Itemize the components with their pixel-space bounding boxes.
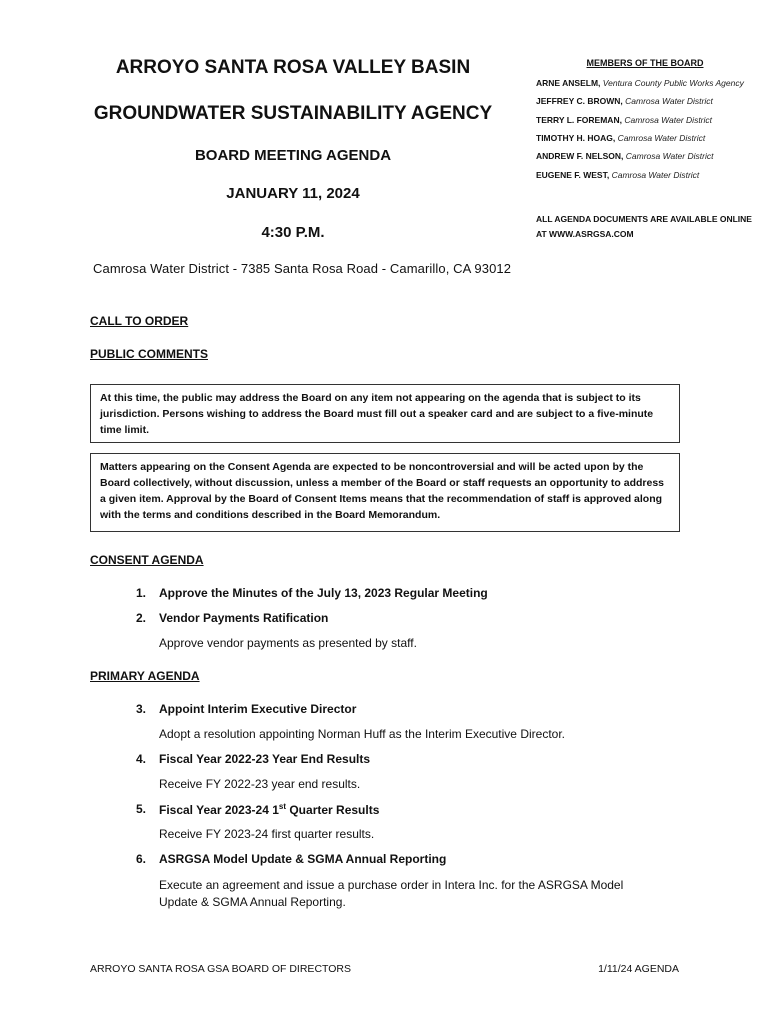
board-member: ANDREW F. NELSON, Camrosa Water District (536, 151, 714, 161)
agency-title-line2: GROUNDWATER SUSTAINABILITY AGENCY (93, 103, 493, 124)
agenda-item-title: Fiscal Year 2022-23 Year End Results (159, 752, 371, 766)
agenda-item-description: Receive FY 2022-23 year end results. (159, 777, 361, 791)
agenda-item-description: Execute an agreement and issue a purchase order in Intera Inc. for the ASRGSA Model Update & SGMA Annual Reporting. (159, 878, 624, 909)
primary-agenda-heading: PRIMARY AGENDA (90, 669, 200, 683)
board-member: TIMOTHY H. HOAG, Camrosa Water District (536, 133, 706, 143)
meeting-type: BOARD MEETING AGENDA (194, 147, 392, 164)
board-members-heading: MEMBERS OF THE BOARD (586, 58, 704, 68)
agenda-item-number: 5. (136, 802, 147, 816)
agenda-item-description: Approve vendor payments as presented by staff. (159, 636, 417, 650)
agenda-item-title: Vendor Payments Ratification (159, 611, 329, 625)
agency-title-line1: ARROYO SANTA ROSA VALLEY BASIN (115, 57, 471, 78)
agenda-item-title: Appoint Interim Executive Director (159, 702, 357, 716)
consent-agenda-notice: Matters appearing on the Consent Agenda are expected to be noncontroversial and will be acted upon by the Board collectively, without discussion, unless a member of the Board or staff requests an opportunity to address a given item. Approval by the Board of Consent Items means that the recommendation of staff is approved along with the terms and conditions described in the Board Memorandum. (90, 453, 680, 532)
agenda-item-number: 4. (136, 752, 147, 766)
meeting-date: JANUARY 11, 2024 (226, 185, 360, 202)
board-member: TERRY L. FOREMAN, Camrosa Water District (536, 115, 713, 125)
board-member: EUGENE F. WEST, Camrosa Water District (536, 170, 700, 180)
consent-agenda-heading: CONSENT AGENDA (90, 553, 204, 567)
agenda-item-title: ASRGSA Model Update & SGMA Annual Reporting (159, 852, 447, 866)
public-comments-heading: PUBLIC COMMENTS (90, 347, 208, 361)
meeting-address: Camrosa Water District - 7385 Santa Rosa Road - Camarillo, CA 93012 (93, 261, 512, 276)
agenda-item-title: Fiscal Year 2023-24 1st Quarter Results (159, 802, 380, 817)
online-documents-note: ALL AGENDA DOCUMENTS ARE AVAILABLE ONLINE AT WWW.ASRGSA.COM (536, 214, 752, 239)
agenda-item-number: 6. (136, 852, 147, 866)
agenda-item-number: 3. (136, 702, 147, 716)
agenda-item-title: Approve the Minutes of the July 13, 2023 Regular Meeting (159, 586, 488, 600)
call-to-order-heading: CALL TO ORDER (90, 314, 189, 328)
public-comments-notice: At this time, the public may address the Board on any item not appearing on the agenda that is subject to its jurisdiction. Persons wishing to address the Board must fill out a speaker card and are subject to a five-minute time limit. (90, 384, 680, 443)
agenda-item-number: 1. (136, 586, 147, 600)
footer-agenda-date: 1/11/24 AGENDA (598, 963, 679, 975)
footer-organization: ARROYO SANTA ROSA GSA BOARD OF DIRECTORS (90, 963, 351, 975)
agenda-item-description: Adopt a resolution appointing Norman Huff as the Interim Executive Director. (159, 727, 565, 741)
agenda-item-number: 2. (136, 611, 147, 625)
board-member: JEFFREY C. BROWN, Camrosa Water District (536, 96, 713, 106)
agenda-item-description: Receive FY 2023-24 first quarter results. (159, 827, 375, 841)
board-member: ARNE ANSELM, Ventura County Public Works Agency (536, 78, 744, 88)
meeting-time: 4:30 P.M. (261, 224, 325, 241)
